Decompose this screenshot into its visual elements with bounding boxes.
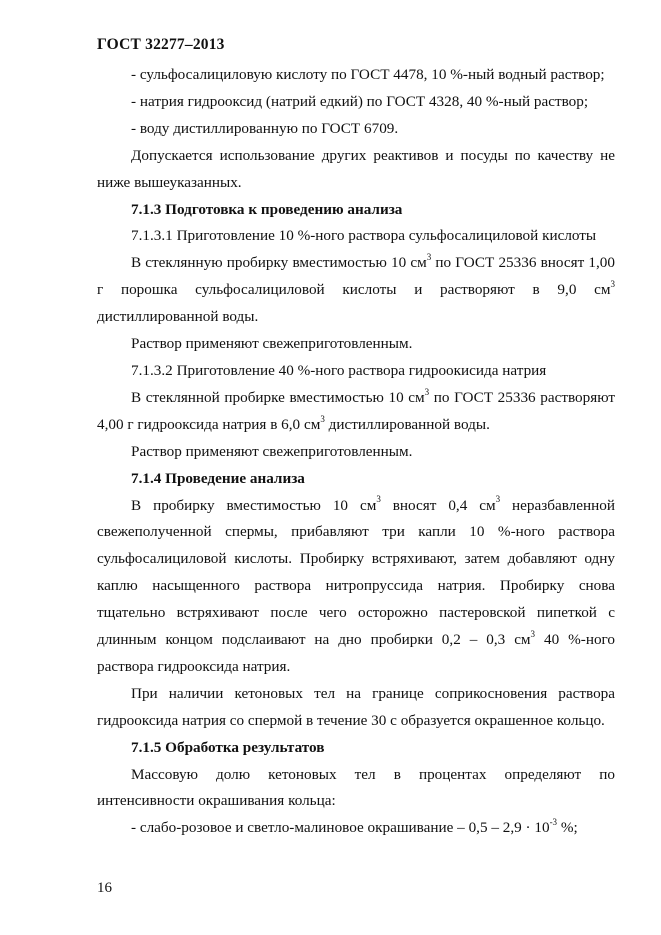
paragraph: - воду дистиллированную по ГОСТ 6709. — [131, 119, 399, 137]
text: дистиллированной воды. — [324, 415, 490, 433]
superscript: -3 — [549, 817, 558, 828]
section-heading: 7.1.4 Проведение анализа — [131, 469, 305, 487]
superscript: 3 — [376, 494, 381, 505]
paragraph — [97, 250, 615, 331]
text: 40 %-ного раствора гидрооксида натрия. — [97, 631, 615, 675]
paragraph: Раствор применяют свежеприготовленным. — [131, 335, 413, 353]
section-heading: 7.1.5 Обработка результатов — [131, 738, 325, 756]
superscript: 3 — [495, 494, 501, 505]
text: вносят 0,4 см — [380, 496, 496, 514]
document-body — [97, 62, 615, 842]
text: дистиллированной воды. — [97, 308, 259, 326]
text: %; — [557, 819, 578, 837]
superscript: 3 — [610, 279, 615, 290]
paragraph: Массовую долю кетоновых тел в процентах определяют по интенсивности окрашивания кольца: — [97, 765, 615, 810]
superscript: 3 — [426, 252, 432, 263]
paragraph: Раствор применяют свежеприготовленным. — [131, 442, 413, 460]
paragraph: - сульфосалициловую кислоту по ГОСТ 4478, 10 %-ный водный раствор; — [131, 66, 605, 83]
superscript: 3 — [530, 628, 536, 639]
paragraph: - натрия гидрооксид (натрий едкий) по ГОСТ 4328, 40 %-ный раствор; — [131, 92, 589, 110]
text: по ГОСТ 25336 растворяют 4,00 г гидрооксида натрия в 6,0 см — [97, 388, 615, 433]
text: - слабо-розовое и светло-малиновое окрашивание – 0,5 – 2,9 · 10 — [131, 819, 550, 837]
superscript: 3 — [424, 386, 430, 397]
text: по ГОСТ 25336 вносят 1,00 г порошка сульфосалициловой кислоты и растворяют в 9,0 см — [97, 254, 615, 299]
paragraph — [97, 493, 615, 681]
paragraph: 7.1.3.1 Приготовление 10 %-ного раствора сульфосалициловой кислоты — [131, 227, 597, 245]
standard-header: ГОСТ 32277–2013 — [97, 36, 225, 53]
paragraph: 7.1.3.2 Приготовление 40 %-ного раствора гидроокисида натрия — [131, 361, 547, 379]
text: В пробирку вместимостью 10 см — [131, 496, 377, 514]
paragraph: Допускается использование других реактивов и посуды по качеству не ниже вышеуказанных. — [97, 146, 615, 191]
text: неразбавленной свежеполученной спермы, прибавляют три капли 10 %-ного раствора сульфосалициловой кислоты. Пробирку встряхивают, затем добавляют одну каплю насыщенного раствора нитропруссида натрия. Пробирку снова тщательно встряхивают после чего осторожно пастеровской пипеткой с длинным концом подслаивают на дно пробирки 0,2 – 0,3 см — [97, 496, 615, 649]
superscript: 3 — [320, 413, 325, 424]
page-number: 16 — [97, 880, 112, 896]
text: В стеклянную пробирку вместимостью 10 см — [131, 254, 427, 272]
paragraph — [97, 815, 615, 842]
text: В стеклянной пробирке вместимостью 10 см — [131, 388, 425, 406]
paragraph — [97, 385, 615, 439]
section-heading: 7.1.3 Подготовка к проведению анализа — [131, 200, 403, 218]
paragraph: При наличии кетоновых тел на границе соприкосновения раствора гидрооксида натрия со спермой в течение 30 с образуется окрашенное кольцо. — [97, 684, 615, 729]
